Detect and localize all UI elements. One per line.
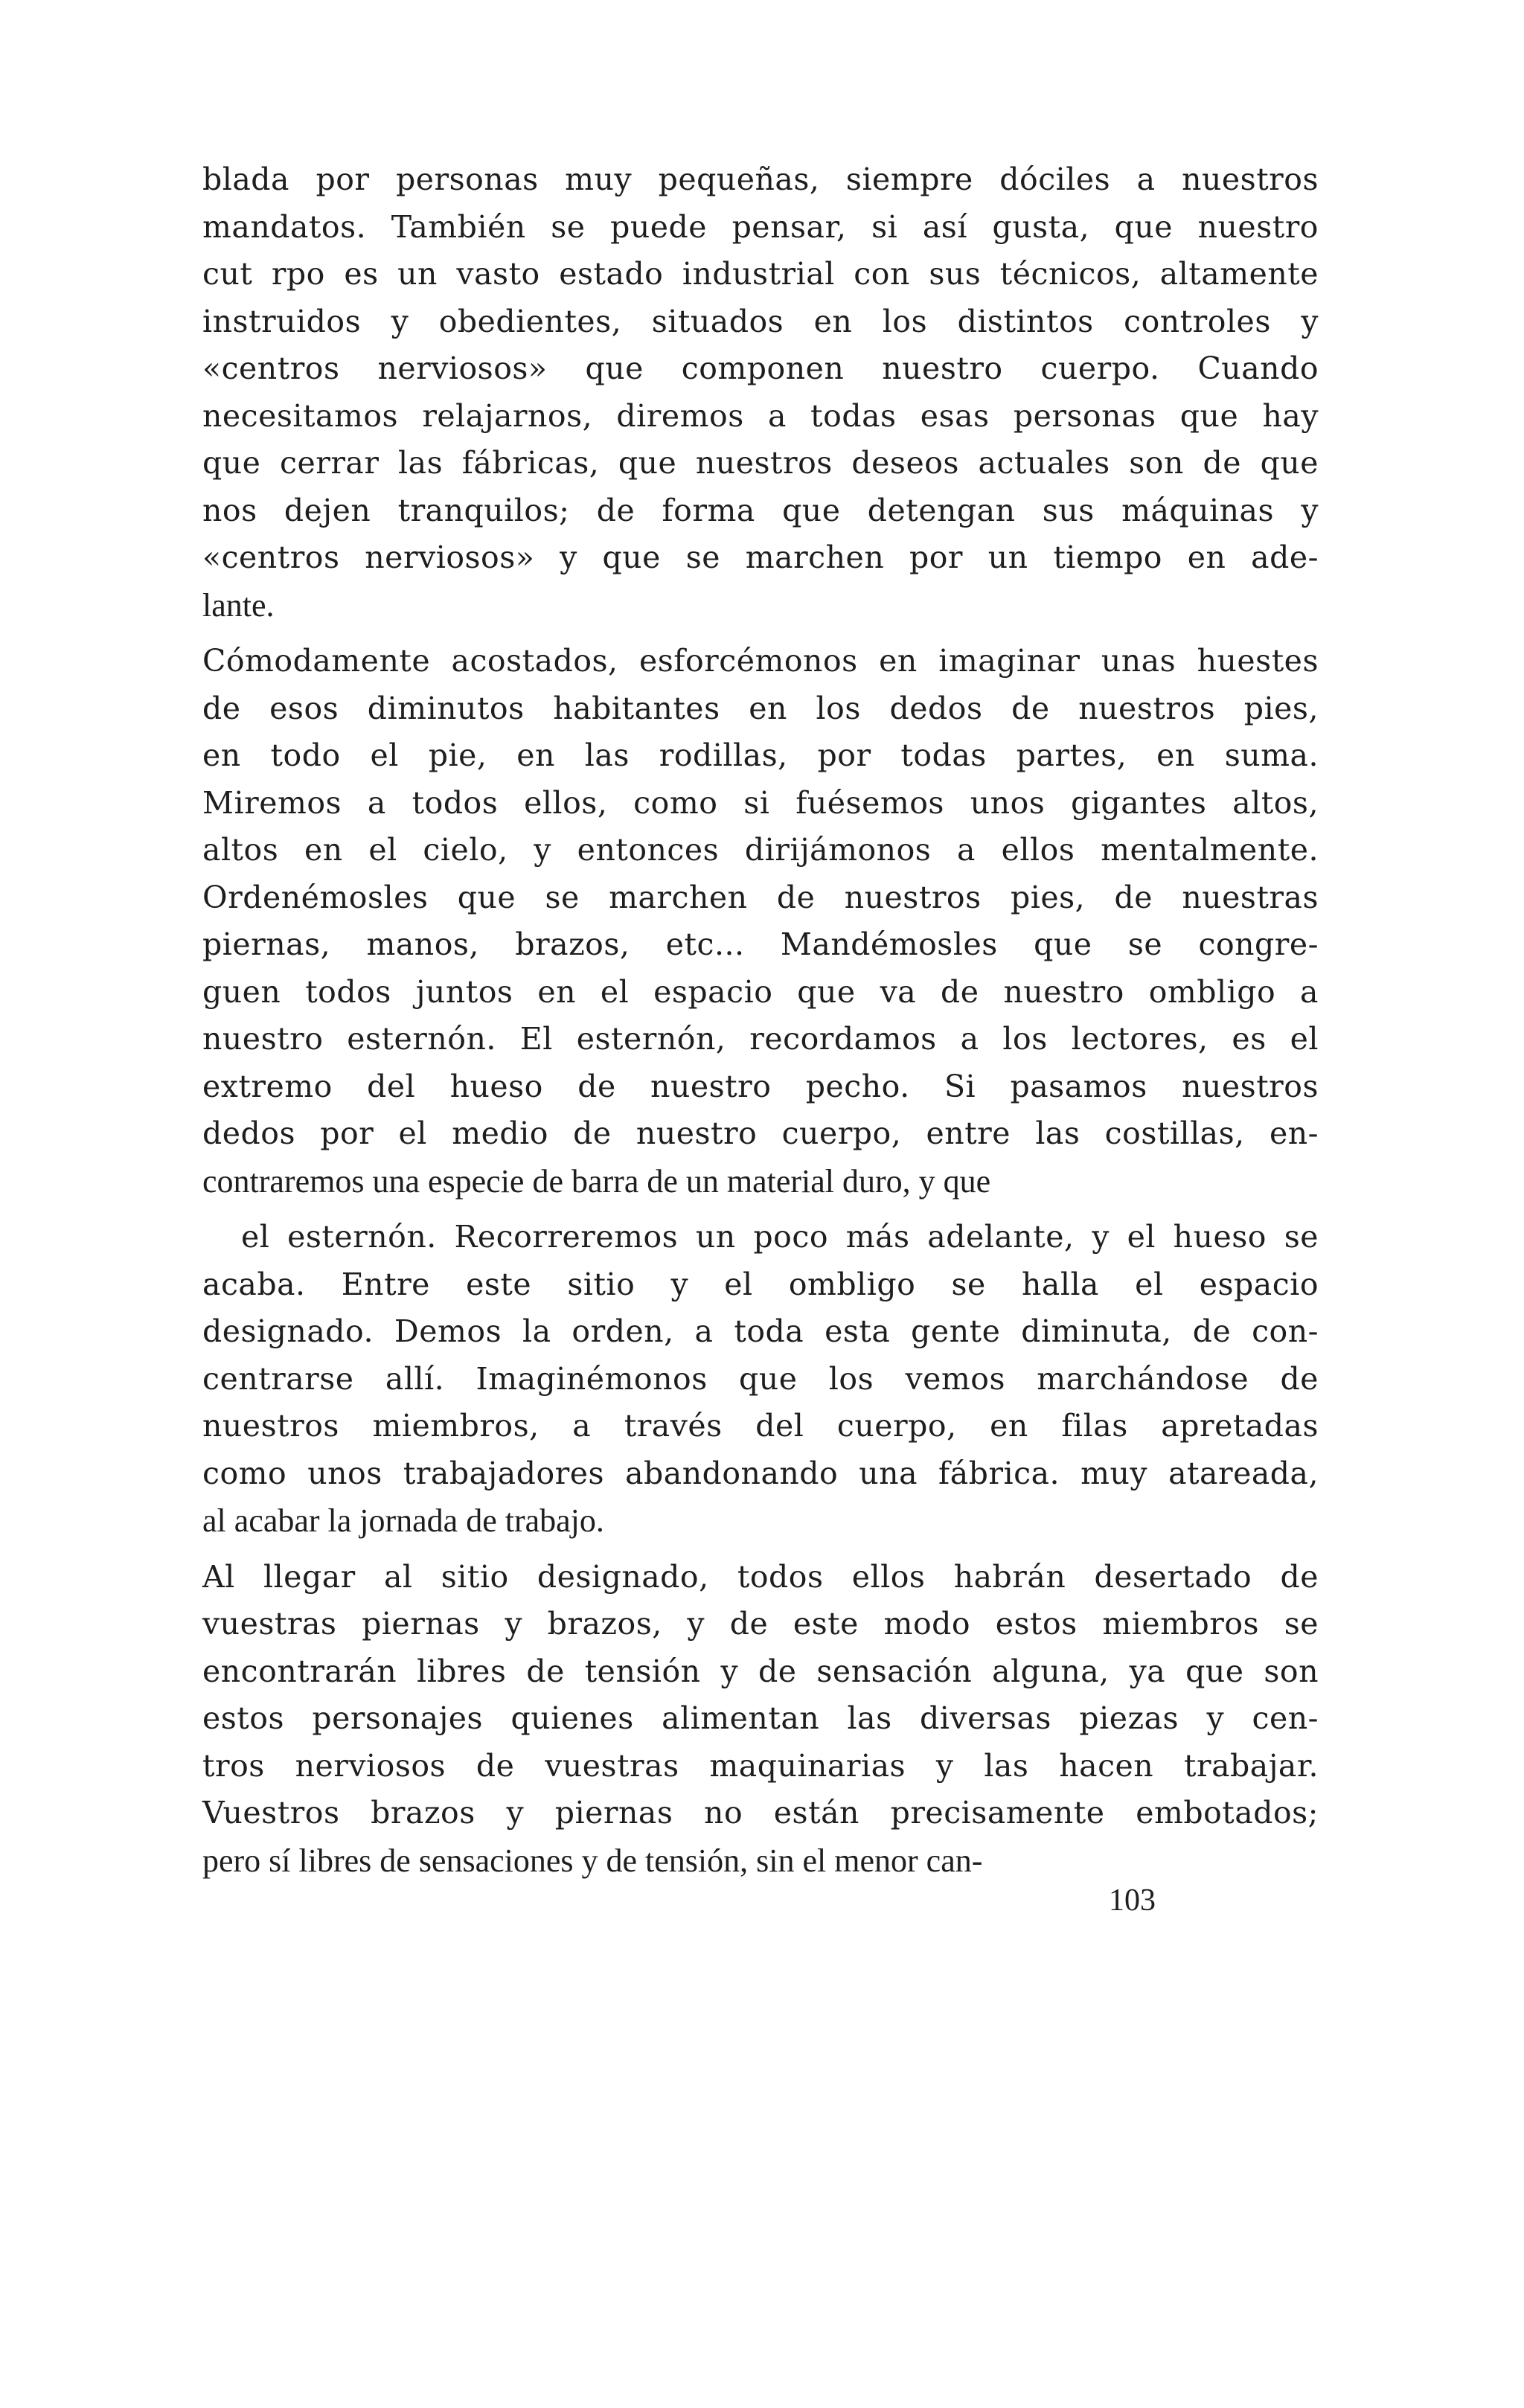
text-line: el esternón. Recorreremos un poco más adelante, y el hueso se [241, 1219, 1319, 1255]
text-line: pero sí libres de sensaciones y de tensión, sin el menor can- [202, 1842, 983, 1879]
text-line: guen todos juntos en el espacio que va de nuestro ombligo a [202, 973, 1319, 1010]
text-line: al acabar la jornada de trabajo. [202, 1502, 604, 1539]
text-line: encontrarán libres de tensión y de sensación alguna, ya que son [202, 1653, 1319, 1689]
text-line: de esos diminutos habitantes en los dedos de nuestros pies, [202, 690, 1319, 726]
text-line: cut rpo es un vasto estado industrial con sus técnicos, altamente [202, 256, 1319, 292]
text-line: blada por personas muy pequeñas, siempre dóciles a nuestros [202, 161, 1319, 197]
paragraph-2 [202, 638, 1319, 1205]
text-line: estos personajes quienes alimentan las diversas piezas y cen- [202, 1700, 1319, 1736]
paragraph-1 [202, 156, 1319, 629]
paragraph-3 [202, 1214, 1319, 1545]
text-line: nos dejen tranquilos; de forma que detengan sus máquinas y [202, 492, 1319, 528]
text-line: Ordenémosles que se marchen de nuestros pies, de nuestras [202, 879, 1319, 915]
text-line: lante. [202, 586, 275, 624]
page-body [202, 156, 1319, 1884]
text-line: nuestros miembros, a través del cuerpo, en filas apretadas [202, 1408, 1319, 1444]
text-line: como unos trabajadores abandonando una fábrica. muy atareada, [202, 1455, 1319, 1491]
text-line: que cerrar las fábricas, que nuestros deseos actuales son de que [202, 445, 1319, 481]
text-line: dedos por el medio de nuestro cuerpo, entre las costillas, en- [202, 1115, 1319, 1151]
text-line: «centros nerviosos» que componen nuestro cuerpo. Cuando [202, 350, 1319, 386]
text-line: Cómodamente acostados, esforcémonos en imaginar unas huestes [202, 643, 1319, 679]
text-line: en todo el pie, en las rodillas, por todas partes, en suma. [202, 737, 1319, 773]
text-line: extremo del hueso de nuestro pecho. Si pasamos nuestros [202, 1068, 1319, 1104]
text-line: instruidos y obedientes, situados en los distintos controles y [202, 303, 1319, 339]
text-line: Miremos a todos ellos, como si fuésemos unos gigantes altos, [202, 784, 1319, 821]
text-line: mandatos. También se puede pensar, si así gusta, que nuestro [202, 208, 1319, 245]
text-line: nuestro esternón. El esternón, recordamos a los lectores, es el [202, 1021, 1319, 1057]
text-line: centrarse allí. Imaginémonos que los vemos marchándose de [202, 1360, 1319, 1397]
text-line: vuestras piernas y brazos, y de este modo estos miembros se [202, 1606, 1319, 1642]
text-line: tros nerviosos de vuestras maquinarias y las hacen trabajar. [202, 1747, 1319, 1784]
text-line: contraremos una especie de barra de un material duro, y que [202, 1162, 991, 1200]
paragraph-4 [202, 1554, 1319, 1885]
text-line: acaba. Entre este sitio y el ombligo se halla el espacio [202, 1266, 1319, 1302]
page-number: 103 [1109, 1883, 1156, 1918]
text-line: «centros nerviosos» y que se marchen por un tiempo en ade- [202, 539, 1319, 575]
text-line: necesitamos relajarnos, diremos a todas esas personas que hay [202, 397, 1319, 434]
text-line: designado. Demos la orden, a toda esta gente diminuta, de con- [202, 1313, 1319, 1349]
text-line: piernas, manos, brazos, etc... Mandémosles que se congre- [202, 926, 1319, 962]
text-line: Al llegar al sitio designado, todos ellos habrán desertado de [202, 1558, 1319, 1595]
text-line: Vuestros brazos y piernas no están precisamente embotados; [202, 1795, 1319, 1831]
text-line: altos en el cielo, y entonces dirijámonos a ellos mentalmente. [202, 832, 1319, 868]
